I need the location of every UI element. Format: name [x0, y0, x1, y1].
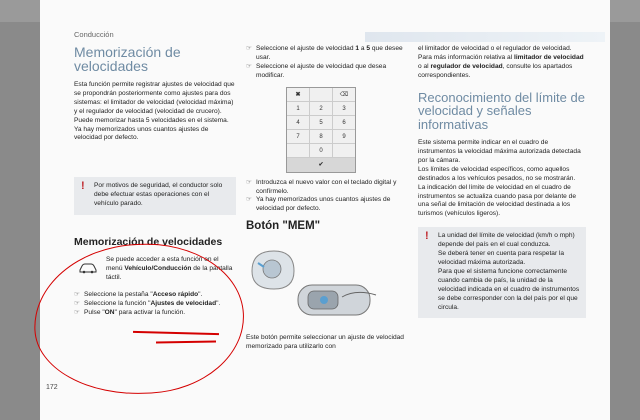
speed-limit-body: Este sistema permite indicar en el cuadro de instrumentos la velocidad máxima autorizada detectada por la cámara. Los límites de velocidad específicos, como aquellos destinados a los vehículos pesados, no se mostrarán. La indicación del límite de velocidad en el cuadro de instrumentos se actualiza cuando pasa por delante de una señal de limitación de velocidad destinada a los turismos (vehículos ligeros). [418, 139, 581, 218]
keypad-blank [333, 144, 355, 157]
select-steps [246, 45, 406, 81]
step-text: Introduzca el nuevo valor con el teclado digital y confírmelo. [256, 178, 397, 195]
warning-text: La unidad del límite de velocidad (km/h o mph) depende del país en el cual conduzca. Se deberá tener en cuenta para respetar la velocidad máxima autorizada. Para que el sistema funcione correctamente cuando cambia de país, la unidad de la velocidad indicada en el cuadro de instrumentos se debe corresponder con la del país por el que circula. [438, 232, 580, 311]
car-text-a: Se puede acceder a esta función en el menú [106, 256, 219, 272]
backspace-key[interactable]: ⌫ [339, 91, 349, 98]
finger-icon: ☞ [246, 196, 252, 204]
warning-text: Por motivos de seguridad, el conductor solo debe efectuar estas operaciones con el vehículo parado. [94, 182, 223, 208]
warning-icon: ! [81, 180, 85, 193]
keypad-row [287, 102, 355, 116]
continued-text [418, 45, 586, 81]
keypad-blank [310, 88, 333, 101]
list-item [246, 45, 406, 63]
mem-button-title: Botón "MEM" [246, 220, 321, 233]
key-7[interactable]: 7 [287, 130, 310, 143]
list-item [246, 179, 406, 197]
key-8[interactable]: 8 [310, 130, 333, 143]
section-title-reconocimiento: Reconocimiento del límite de velocidad y señales informativas [418, 89, 585, 132]
numeric-keypad [286, 87, 356, 173]
car-text-c: de la pantalla táctil. [106, 264, 233, 281]
mem-button-illustration [246, 239, 396, 324]
step-bold: Ajustes de velocidad [150, 299, 217, 307]
step-text: ". [198, 290, 203, 298]
key-4[interactable]: 4 [287, 116, 310, 129]
key-1[interactable]: 1 [287, 102, 310, 115]
step-text: Ya hay memorizados unos cuantos ajustes de velocidad por defecto. [256, 196, 391, 213]
warning-icon: ! [425, 230, 429, 243]
step-text: a [359, 45, 367, 52]
step-text: " para activar la función. [114, 308, 186, 316]
step-text: Pulse " [84, 308, 105, 316]
step-text: ". [216, 299, 221, 307]
step-text: Seleccione la función " [84, 299, 151, 307]
unit-warning [418, 227, 586, 318]
safety-warning [74, 177, 236, 215]
finger-icon: ☞ [74, 299, 80, 307]
mem-text: Este botón permite seleccionar un ajuste de velocidad memorizado para utilizarlo con [246, 334, 404, 350]
finger-icon: ☞ [246, 45, 252, 52]
column-2 [246, 45, 406, 352]
intro-text: Esta función permite registrar ajustes de velocidad que se propondrán posteriormente como ajustes para dos sistemas: el limitador de velocidad (velocidad máxima) y el regulador de velocidad (velocidad de crucero). Puede memorizar hasta 5 velocidades en el sistema. Ya hay memorizados unos cuantos ajustes de velocidad por defecto. [74, 81, 235, 142]
key-5[interactable]: 5 [310, 116, 333, 129]
finger-icon: ☞ [246, 178, 252, 186]
cont-bold: regulador de velocidad [430, 62, 503, 70]
page-number: 172 [46, 384, 58, 391]
keypad-ok-row [287, 158, 355, 172]
step-text: Seleccione el ajuste de velocidad que desea modificar. [256, 62, 387, 79]
header-bar [365, 32, 605, 42]
cont-text: o al [418, 62, 431, 70]
key-0[interactable]: 0 [310, 144, 333, 157]
keypad-row [287, 116, 355, 130]
cont-bold: limitador de velocidad [514, 53, 584, 61]
step-text: Seleccione la pestaña " [84, 290, 153, 298]
chapter-header: Conducción [74, 30, 114, 39]
step-bold: 1 [355, 45, 360, 52]
column-3 [418, 45, 586, 318]
finger-icon: ☞ [246, 62, 252, 70]
cont-text: el limitador de velocidad o el regulador de velocidad. Para más información relativa al [418, 45, 572, 61]
subsection-title: Memorización de velocidades [74, 236, 223, 249]
finger-icon: ☞ [74, 290, 80, 298]
key-2[interactable]: 2 [310, 102, 333, 115]
step-text: Seleccione el ajuste de velocidad [256, 45, 356, 52]
section-title-memorizacion: Memorización de velocidades [74, 44, 181, 74]
finger-icon: ☞ [74, 308, 80, 316]
cont-text: , consulte los apartados correspondientes. [418, 62, 573, 79]
keypad-row [287, 130, 355, 144]
key-3[interactable]: 3 [342, 105, 346, 112]
value-steps [246, 179, 406, 215]
keypad-top-row [287, 88, 355, 102]
step-bold: ON [104, 308, 115, 316]
key-6[interactable]: 6 [342, 119, 346, 126]
confirm-key[interactable]: ✔ [318, 161, 324, 168]
car-menu-name: Vehículo/Conducción [124, 264, 192, 272]
step-bold: Acceso rápido [152, 290, 199, 298]
step-text: que desee usar. [256, 45, 403, 61]
keypad-row [287, 144, 355, 158]
list-item [246, 63, 406, 81]
key-9[interactable]: 9 [342, 133, 346, 140]
keypad-blank [287, 144, 310, 157]
step-bold: 5 [366, 45, 371, 52]
list-item [246, 196, 406, 214]
close-key[interactable]: ✖ [287, 88, 310, 101]
